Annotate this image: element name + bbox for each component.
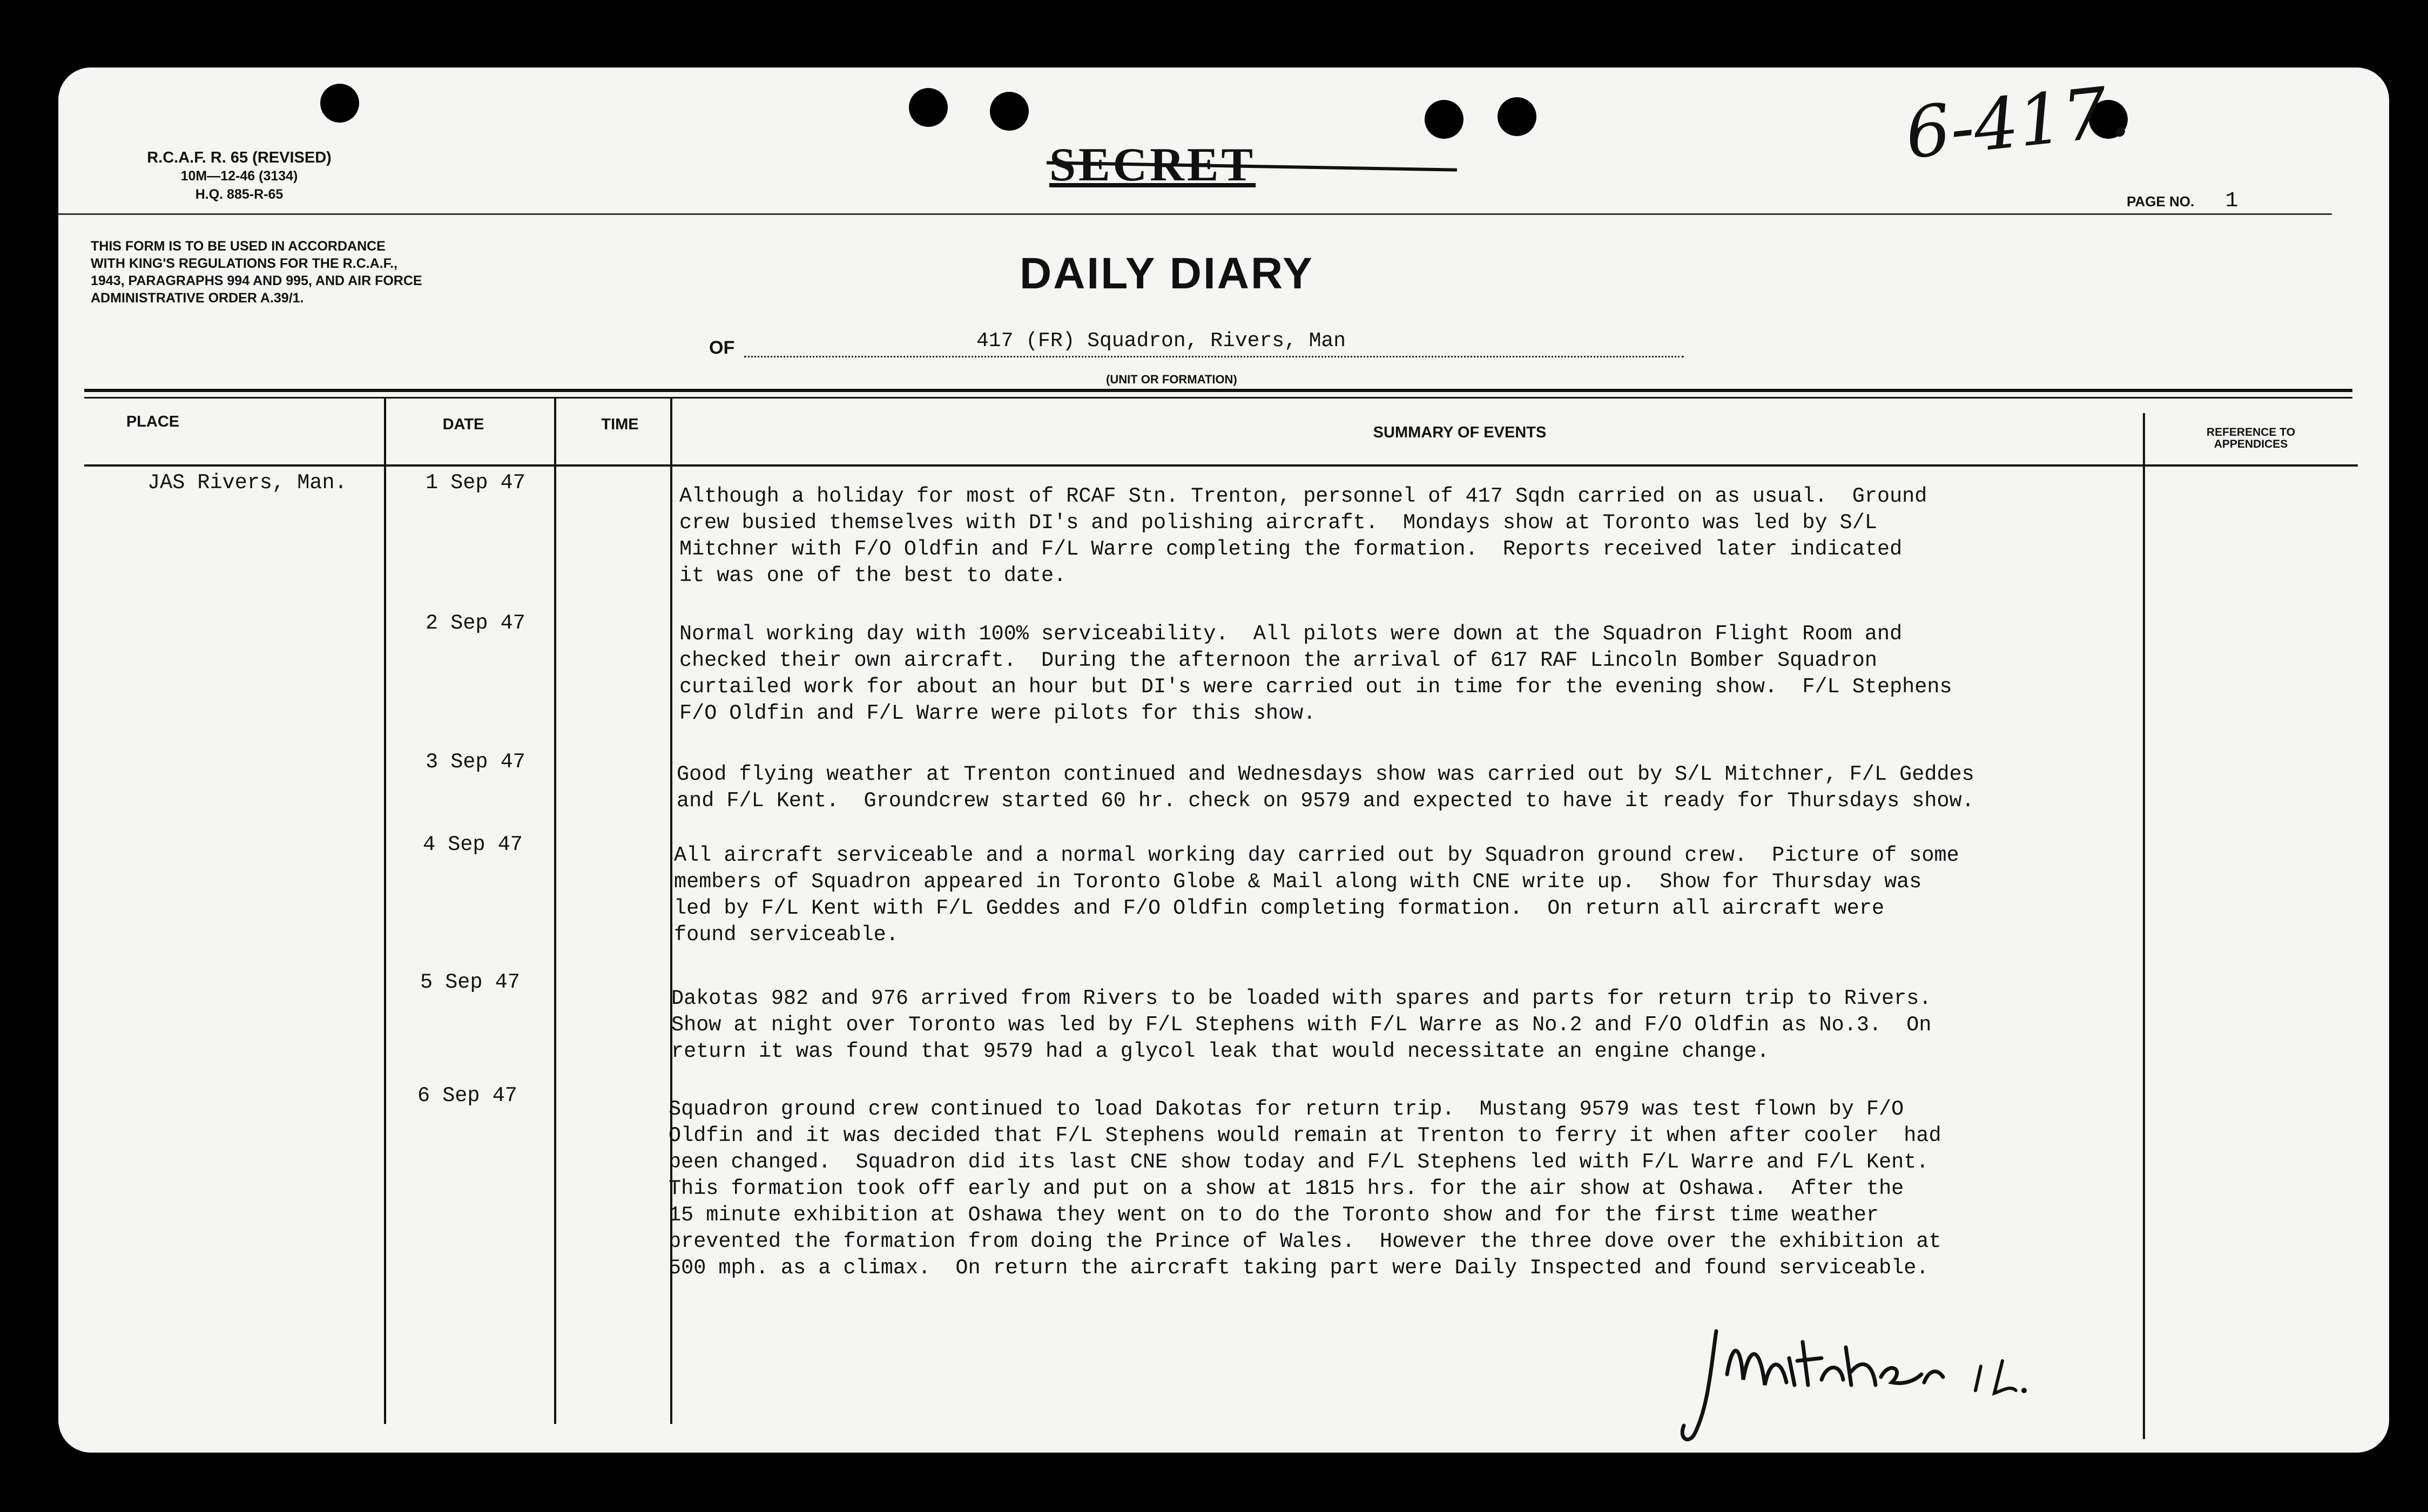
table-top-rule-thin: [84, 397, 2352, 399]
column-divider: [384, 398, 386, 1424]
punch-hole: [1498, 97, 1536, 136]
entry-summary: [679, 483, 1927, 589]
entry-date: 3 Sep 47: [426, 750, 525, 774]
summary-line: Dakotas 982 and 976 arrived from Rivers to be loaded with spares and parts for return trip to Rivers.: [671, 987, 1932, 1010]
entry-summary: [679, 621, 1952, 727]
header-bottom-rule: [84, 464, 2358, 467]
entry-date: 6 Sep 47: [417, 1084, 517, 1108]
of-label: OF: [709, 338, 735, 358]
unit-caption: (UNIT OR FORMATION): [1106, 373, 1237, 386]
regulation-line: ADMINISTRATIVE ORDER A.39/1.: [91, 291, 304, 306]
entry-date: 4 Sep 47: [423, 833, 523, 856]
column-divider: [554, 398, 556, 1424]
page-number-label: PAGE NO.: [2127, 193, 2195, 210]
summary-line: prevented the formation from doing the Prince of Wales. However the three dove over the exhibition at: [669, 1230, 1941, 1253]
reference-header-line: REFERENCE TO: [2206, 426, 2296, 438]
form-ref-line3: H.Q. 885-R-65: [195, 187, 284, 202]
summary-line: crew busied themselves with DI's and polishing aircraft. Mondays show at Toronto was led by S/L: [679, 511, 1877, 535]
column-header-reference: [2143, 427, 2359, 450]
summary-line: found serviceable.: [674, 923, 899, 947]
entry-place: JAS Rivers, Man.: [147, 471, 347, 495]
column-divider: [2143, 413, 2145, 1439]
unit-field: 417 (FR) Squadron, Rivers, Man: [744, 329, 1684, 357]
summary-line: 15 minute exhibition at Oshawa they went on to do the Toronto show and for the first time weather: [669, 1203, 1879, 1227]
punch-hole: [320, 84, 359, 123]
header-divider: [58, 213, 2332, 215]
summary-line: This formation took off early and put on a show at 1815 hrs. for the air show at Oshawa. After the: [669, 1177, 1904, 1200]
signature: [1678, 1310, 2056, 1450]
handwritten-reference: 6-417.: [1901, 69, 2134, 175]
diary-sheet: [58, 68, 2389, 1453]
summary-line: Normal working day with 100% serviceability. All pilots were down at the Squadron Flight Room and: [679, 622, 1903, 646]
punch-hole: [909, 88, 948, 127]
column-header-summary: SUMMARY OF EVENTS: [1373, 424, 1547, 441]
summary-line: Oldfin and it was decided that F/L Stephens would remain at Trenton to ferry it when after cooler had: [669, 1124, 1941, 1148]
regulation-line: THIS FORM IS TO BE USED IN ACCORDANCE: [91, 239, 386, 254]
summary-line: checked their own aircraft. During the afternoon the arrival of 617 RAF Lincoln Bomber Squadron: [679, 649, 1877, 672]
regulation-note: [91, 238, 577, 307]
table-top-rule: [84, 389, 2352, 392]
punch-hole: [1425, 100, 1463, 139]
summary-line: led by F/L Kent with F/L Geddes and F/O Oldfin completing formation. On return all aircraft were: [674, 896, 1885, 920]
summary-line: Squadron ground crew continued to load Dakotas for return trip. Mustang 9579 was test flown by F/O: [669, 1097, 1904, 1121]
regulation-line: 1943, PARAGRAPHS 994 AND 995, AND AIR FORCE: [91, 273, 422, 288]
summary-line: Although a holiday for most of RCAF Stn. Trenton, personnel of 417 Sqdn carried on as usual. Ground: [679, 484, 1927, 508]
entry-date: 1 Sep 47: [426, 471, 525, 495]
summary-line: and F/L Kent. Groundcrew started 60 hr. check on 9579 and expected to have it ready for Thursdays show.: [677, 789, 1974, 813]
summary-line: Show at night over Toronto was led by F/L Stephens with F/L Warre as No.2 and F/O Oldfin as No.3. On: [671, 1013, 1932, 1037]
punch-hole: [990, 92, 1029, 131]
column-header-place: PLACE: [126, 413, 180, 430]
classification-stamp: SECRET: [1049, 139, 1256, 191]
page-number-value: 1: [2198, 189, 2322, 215]
reference-header-line: APPENDICES: [2214, 438, 2288, 450]
column-header-time: TIME: [601, 416, 639, 433]
summary-line: Mitchner with F/O Oldfin and F/L Warre completing the formation. Reports received later indicated: [679, 537, 1903, 561]
entry-summary: [671, 986, 1931, 1065]
entry-date: 5 Sep 47: [420, 970, 520, 994]
summary-line: All aircraft serviceable and a normal working day carried out by Squadron ground crew. Picture of some: [674, 843, 1959, 867]
form-ref-line2: 10M—12-46 (3134): [180, 168, 298, 184]
page-number-field: [2127, 189, 2322, 215]
entry-summary: [674, 842, 1959, 948]
entry-date: 2 Sep 47: [426, 611, 525, 635]
entry-summary: [677, 761, 1974, 814]
summary-line: it was one of the best to date.: [679, 564, 1067, 588]
summary-line: Good flying weather at Trenton continued and Wednesdays show was carried out by S/L Mitchner, F/L Geddes: [677, 762, 1974, 786]
summary-line: 500 mph. as a climax. On return the aircraft taking part were Daily Inspected and found serviceable.: [669, 1256, 1929, 1280]
entry-summary: [669, 1096, 1941, 1281]
regulation-line: WITH KING'S REGULATIONS FOR THE R.C.A.F.,: [91, 256, 397, 271]
summary-line: curtailed work for about an hour but DI's were carried out in time for the evening show. F/L Stephens: [679, 675, 1952, 699]
page-title: DAILY DIARY: [1020, 249, 1314, 298]
summary-line: been changed. Squadron did its last CNE show today and F/L Stephens led with F/L Warre and F/L Kent.: [669, 1150, 1929, 1174]
form-ref-line1: R.C.A.F. R. 65 (REVISED): [147, 149, 332, 166]
summary-line: F/O Oldfin and F/L Warre were pilots for this show.: [679, 701, 1316, 725]
form-reference: [110, 148, 369, 204]
summary-line: members of Squadron appeared in Toronto Globe & Mail along with CNE write up. Show for Thursday was: [674, 870, 1922, 894]
column-header-date: DATE: [442, 416, 484, 433]
summary-line: return it was found that 9579 had a glycol leak that would necessitate an engine change.: [671, 1040, 1770, 1063]
